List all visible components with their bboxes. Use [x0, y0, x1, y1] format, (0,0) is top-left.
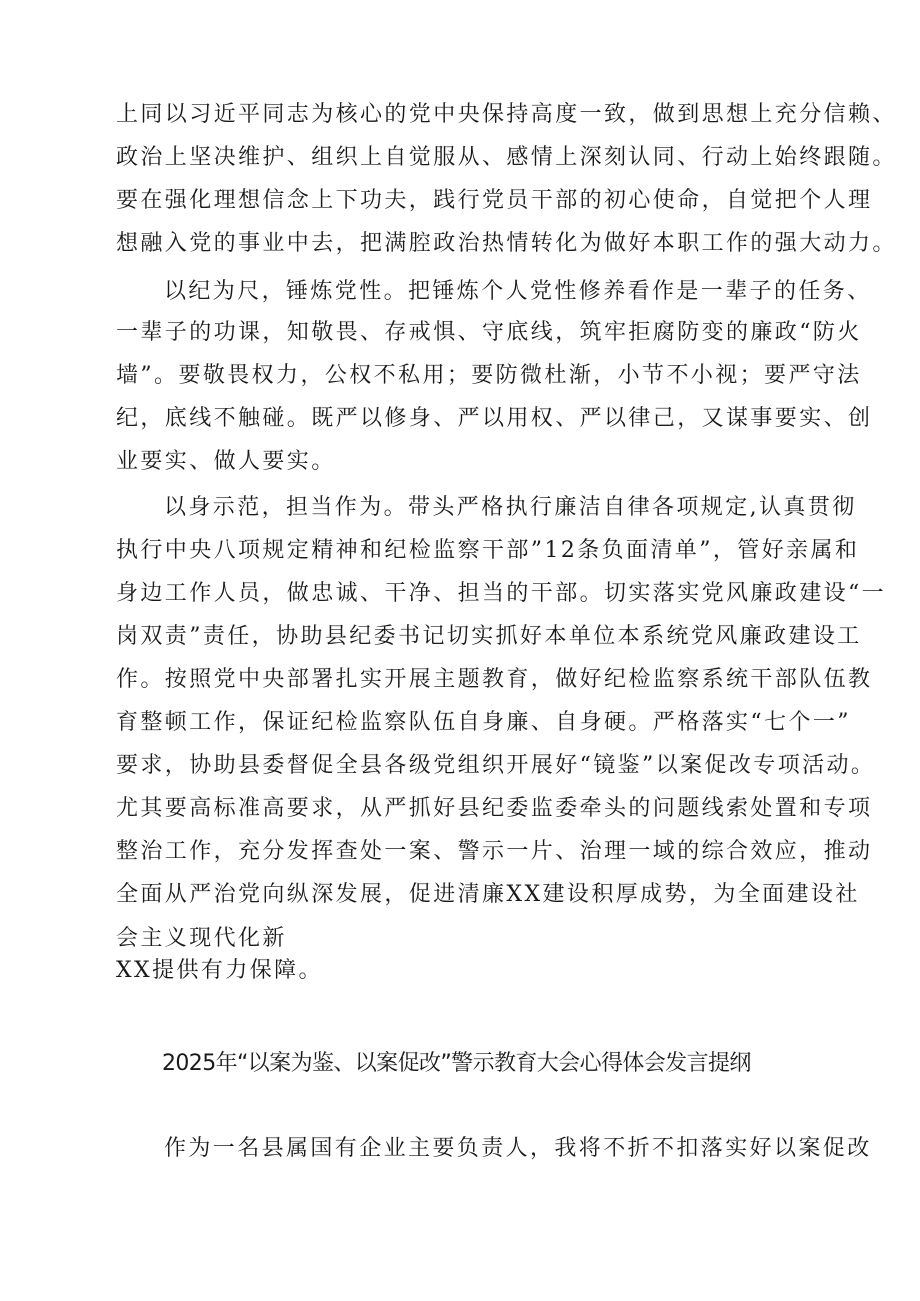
paragraph-line: 业要实、做人要实。	[116, 449, 336, 474]
paragraph-line: 以身示范，担当作为。带头严格执行廉洁自律各项规定,认真贯彻	[164, 495, 857, 520]
paragraph-line: 要求，协助县委督促全县各级党组织开展好“镜鉴”以案促改专项活动。	[116, 753, 876, 778]
paragraph-line: 岗双责”责任，协助县纪委书记切实抓好本单位本系统党风廉政建设工	[116, 624, 862, 649]
paragraph-line: 会主义现代化新	[116, 926, 287, 951]
paragraph-line: 身边工作人员，做忠诚、干净、担当的干部。切实落实党风廉政建设“一	[116, 581, 887, 606]
paragraph-line: 以纪为尺，锤炼党性。把锤炼个人党性修养看作是一辈子的任务、	[164, 279, 872, 304]
paragraph-line: 作为一名县属国有企业主要负责人，我将不折不扣落实好以案促改	[164, 1136, 872, 1161]
paragraph-line: 整治工作，充分发挥查处一案、警示一片、治理一域的综合效应，推动	[116, 839, 873, 864]
paragraph-line: 墙”。要敬畏权力，公权不私用；要防微杜渐，小节不小视；要严守法	[116, 363, 862, 388]
paragraph-line: 一辈子的功课，知敬畏、存戒惧、守底线，筑牢拒腐防变的廉政“防火	[116, 320, 862, 345]
paragraph-line: 执行中央八项规定精神和纪检监察干部”12条负面清单”，管好亲属和	[116, 538, 860, 563]
paragraph-line: 作。按照党中央部署扎实开展主题教育，做好纪检监察系统干部队伍教	[116, 667, 873, 692]
section-heading: 2025年“以案为鉴、以案促改”警示教育大会心得体会发言提纲	[162, 1051, 751, 1076]
paragraph-line: 政治上坚决维护、组织上自觉服从、感情上深刻认同、行动上始终跟随。	[116, 145, 897, 170]
paragraph-line: 上同以习近平同志为核心的党中央保持高度一致，做到思想上充分信赖、	[116, 102, 897, 127]
paragraph-line: 想融入党的事业中去，把满腔政治热情转化为做好本职工作的强大动力。	[116, 231, 897, 256]
paragraph-line: 全面从严治党向纵深发展，促进清廉XX建设积厚成势，为全面建设社	[116, 882, 860, 907]
paragraph-line: XX提供有力保障。	[116, 958, 323, 983]
paragraph-line: 要在强化理想信念上下功夫，践行党员干部的初心使命，自觉把个人理	[116, 188, 873, 213]
paragraph-line: 纪，底线不触碰。既严以修身、严以用权、严以律己，又谋事要实、创	[116, 406, 873, 431]
paragraph-line: 尤其要高标准高要求，从严抓好县纪委监委牵头的问题线索处置和专项	[116, 796, 873, 821]
paragraph-line: 育整顿工作，保证纪检监察队伍自身廉、自身硬。严格落实“七个一”	[116, 710, 851, 735]
